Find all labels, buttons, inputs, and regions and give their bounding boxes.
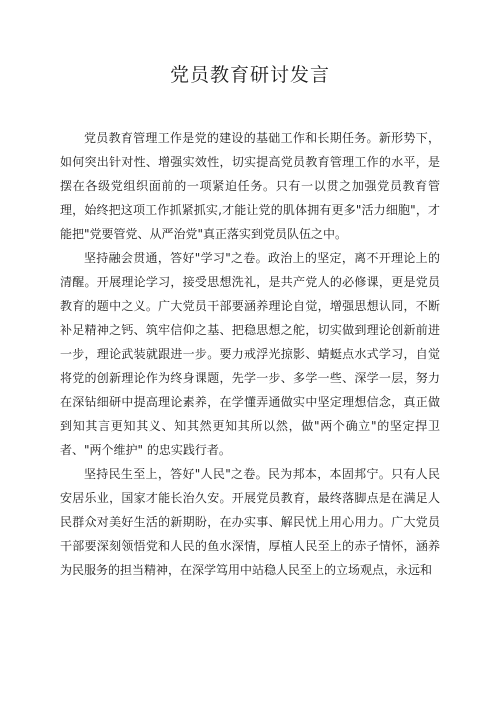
page-title: 党员教育研讨发言 <box>169 64 330 86</box>
paragraph-1: 党员教育管理工作是党的建设的基础工作和长期任务。新形势下，如何突出针对性、增强实效性，切实提高党员教育管理工作的水平，是摆在各级党组织面前的一项紧迫任务。只有一以贯之加强党员教育管理，始终把这项工作抓紧抓实,才能让党的肌体拥有更多"活力细胞"，才能把"党要管党、从严治党"真正落实到党员队伍之中。 <box>60 131 440 241</box>
paragraph-2: 坚持融会贯通，答好"学习"之卷。政治上的坚定，离不开理论上的清醒。开展理论学习，接受思想洗礼，是共产党人的必修课，更是党员教育的题中之义。广大党员干部要涵养理论自觉，增强思想认同，不断补足精神之钙、筑牢信仰之基、把稳思想之舵，切实做到理论创新前进一步，理论武装就跟进一步。要力戒浮光掠影、蜻蜓点水式学习，自觉将党的创新理论作为终身课题，先学一步、多学一些、深学一层，努力在深钻细研中提高理论素养，在学懂弄通做实中坚定理想信念，真正做到知其言更知其义、知其然更知其所以然，做"两个确立"的坚定捍卫者、"两个维护" 的忠实践行者。 <box>60 251 440 457</box>
paragraph-3: 坚持民生至上，答好"人民"之卷。民为邦本，本固邦宁。只有人民安居乐业，国家才能长治久安。开展党员教育，最终落脚点是在满足人民群众对美好生活的新期盼，在办实事、解民忧上用心用力。广大党员干部要深刻领悟党和人民的鱼水深情，厚植人民至上的赤子情怀，涵养为民服务的担当精神，在深学笃用中站稳人民至上的立场观点，永远和 <box>60 467 440 577</box>
